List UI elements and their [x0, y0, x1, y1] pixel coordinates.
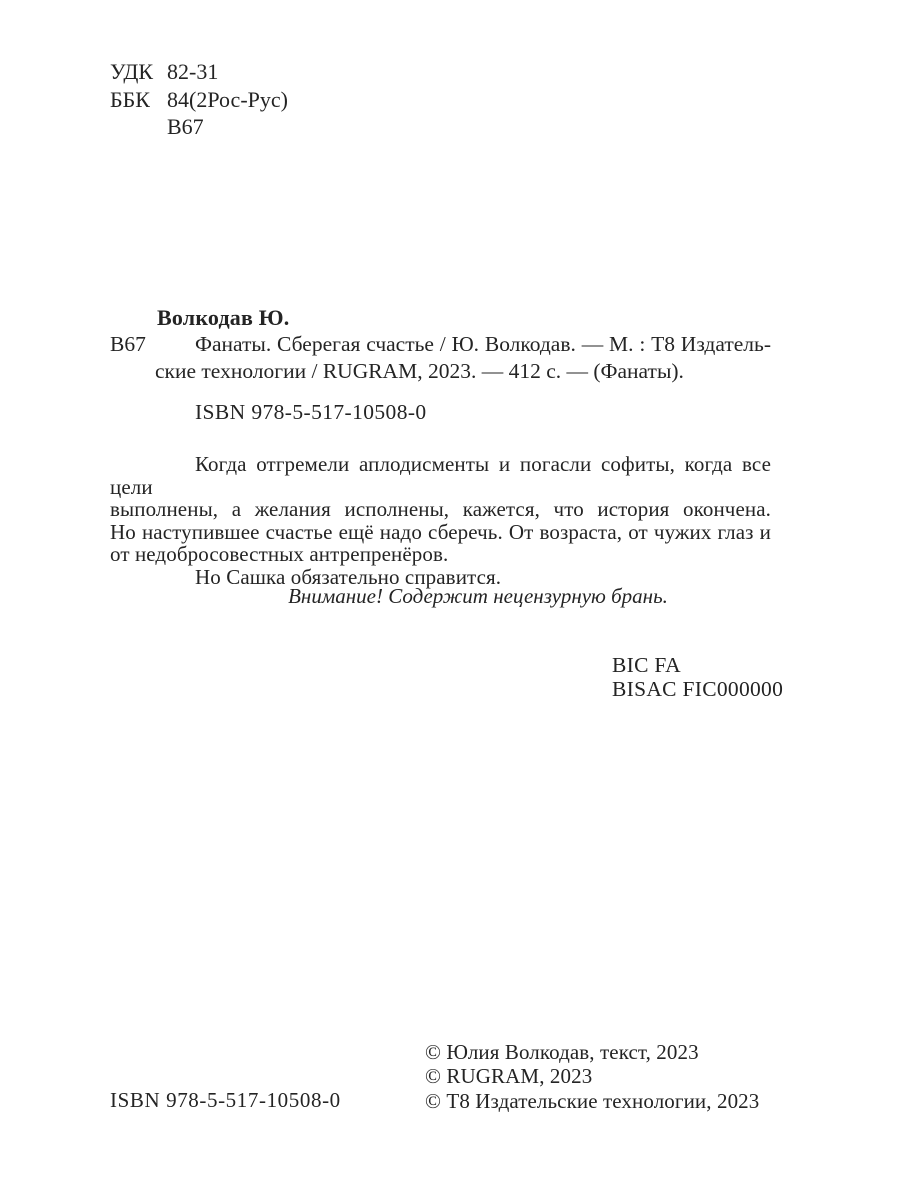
annotation-text [110, 453, 771, 588]
annotation-line: Но Сашка обязательно справится. [195, 564, 502, 589]
bib-entry [155, 331, 771, 385]
bic-code: BIC FA [612, 653, 681, 677]
annotation-line: Но наступившее счастье ещё надо сберечь. От возраста, от чужих глаз и [110, 519, 771, 544]
content-warning: Внимание! Содержит нецензурную брань. [288, 584, 668, 608]
isbn-main: ISBN 978-5-517-10508-0 [195, 400, 427, 424]
copyright-line: © Юлия Волкодав, текст, 2023 [425, 1040, 699, 1064]
copyright-line: © RUGRAM, 2023 [425, 1064, 593, 1089]
bbk-label: ББК [110, 86, 150, 112]
annotation-line: выполнены, а желания исполнены, кажется, что история окончена. [110, 497, 771, 521]
annotation-line: от недобросовестных антрепренёров. [110, 542, 449, 566]
bib-entry-line: Фанаты. Сберегая счастье / Ю. Волкодав. — М. : Т8 Издатель- [195, 332, 771, 356]
udk-value: 82-31 [167, 59, 219, 84]
bbk-line [110, 86, 288, 114]
subject-codes [612, 654, 783, 701]
isbn-footer: ISBN 978-5-517-10508-0 [110, 1088, 341, 1112]
copyright-block [425, 1040, 759, 1113]
author-name: Волкодав Ю. [157, 305, 290, 330]
udk-line [110, 58, 288, 86]
udk-label: УДК [110, 59, 154, 84]
bbk-value: 84(2Рос-Рус) [167, 86, 288, 112]
copyright-line: © Т8 Издательские технологии, 2023 [425, 1088, 760, 1113]
author-sign-value: В67 [167, 114, 204, 139]
annotation-line: Когда отгремели аплодисменты и погасли софиты, когда все цели [110, 452, 771, 499]
bib-entry-code: В67 [110, 332, 146, 356]
author-sign-line [110, 113, 288, 141]
author-sign-spacer [110, 113, 167, 141]
classification-block [110, 58, 288, 141]
bisac-code: BISAC FIC000000 [612, 676, 784, 701]
bib-entry-line: ские технологии / RUGRAM, 2023. — 412 с. — (Фанаты). [155, 359, 684, 383]
